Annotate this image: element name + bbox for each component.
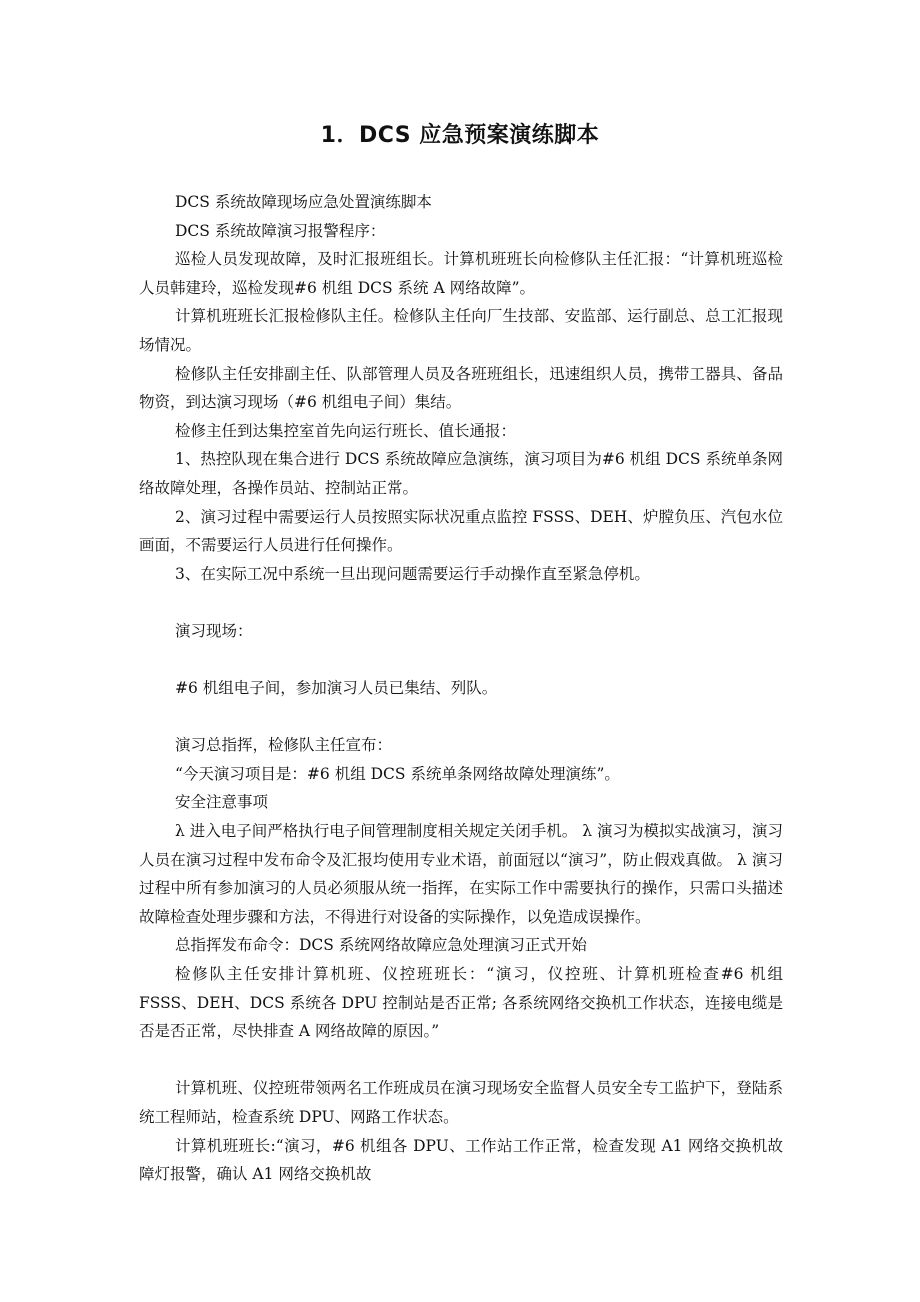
paragraph: 安全注意事项 <box>175 793 269 812</box>
blank-line <box>139 588 783 617</box>
blank-line <box>139 703 783 732</box>
blank-line <box>139 646 783 675</box>
paragraph: 3、在实际工况中系统一旦出现问题需要运行手动操作直至紧急停机。 <box>175 564 650 583</box>
paragraph: 演习总指挥，检修队主任宣布： <box>175 736 393 755</box>
paragraph: 计算机班、仪控班带领两名工作班成员在演习现场安全监督人员安全专工监护下，登陆系统工程师站，检查系统 DPU、网路工作状态。 <box>139 1079 783 1126</box>
paragraph: DCS 系统故障演习报警程序： <box>175 221 386 240</box>
paragraph: #6 机组电子间，参加演习人员已集结、列队。 <box>175 679 498 698</box>
paragraph: 巡检人员发现故障，及时汇报班组长。计算机班班长向检修队主任汇报：“计算机班巡检人员韩建玲，巡检发现#6 机组 DCS 系统 A 网络故障”。 <box>139 250 783 297</box>
paragraph: DCS 系统故障现场应急处置演练脚本 <box>175 193 432 211</box>
paragraph: 检修队主任安排计算机班、仪控班班长：“演习，仪控班、计算机班检查#6 机组 FSSS、DEH、DCS 系统各 DPU 控制站是否正常; 各系统网络交换机工作状态，连接电缆是否是否正常，尽快排查 A 网络故障的原因。” <box>139 965 783 1041</box>
paragraph: 计算机班班长汇报检修队主任。检修队主任向厂生技部、安监部、运行副总、总工汇报现场情况。 <box>139 307 783 354</box>
paragraph: 2、演习过程中需要运行人员按照实际状况重点监控 FSSS、DEH、炉膛负压、汽包水位画面，不需要运行人员进行任何操作。 <box>139 507 783 555</box>
paragraph: “今天演习项目是：#6 机组 DCS 系统单条网络故障处理演练”。 <box>175 764 620 783</box>
document-body <box>139 188 783 1189</box>
paragraph: 总指挥发布命令：DCS 系统网络故障应急处理演习正式开始 <box>175 936 587 955</box>
paragraph: λ 进入电子间严格执行电子间管理制度相关规定关闭手机。 λ 演习为模拟实战演习，演习人员在演习过程中发布命令及汇报均使用专业术语，前面冠以“演习”，防止假戏真做。 λ 演习过程中所有参加演习的人员必须服从统一指挥，在实际工作中需要执行的操作，只需口头描述故障检查处理步骤和方法，不得进行对设备的实际操作，以免造成误操作。 <box>139 822 783 926</box>
paragraph: 计算机班班长:“演习，#6 机组各 DPU、工作站工作正常，检查发现 A1 网络交换机故障灯报警，确认 A1 网络交换机故 <box>139 1136 783 1184</box>
blank-line <box>139 1046 783 1075</box>
paragraph: 检修主任到达集控室首先向运行班长、值长通报： <box>175 421 517 440</box>
paragraph: 演习现场： <box>175 621 253 640</box>
paragraph: 1、热控队现在集合进行 DCS 系统故障应急演练，演习项目为#6 机组 DCS 系统单条网络故障处理，各操作员站、控制站正常。 <box>139 450 783 497</box>
document-title: 1．DCS 应急预案演练脚本 <box>320 123 600 148</box>
paragraph: 检修队主任安排副主任、队部管理人员及各班班组长，迅速组织人员，携带工器具、备品物资，到达演习现场（#6 机组电子间）集结。 <box>139 364 783 412</box>
